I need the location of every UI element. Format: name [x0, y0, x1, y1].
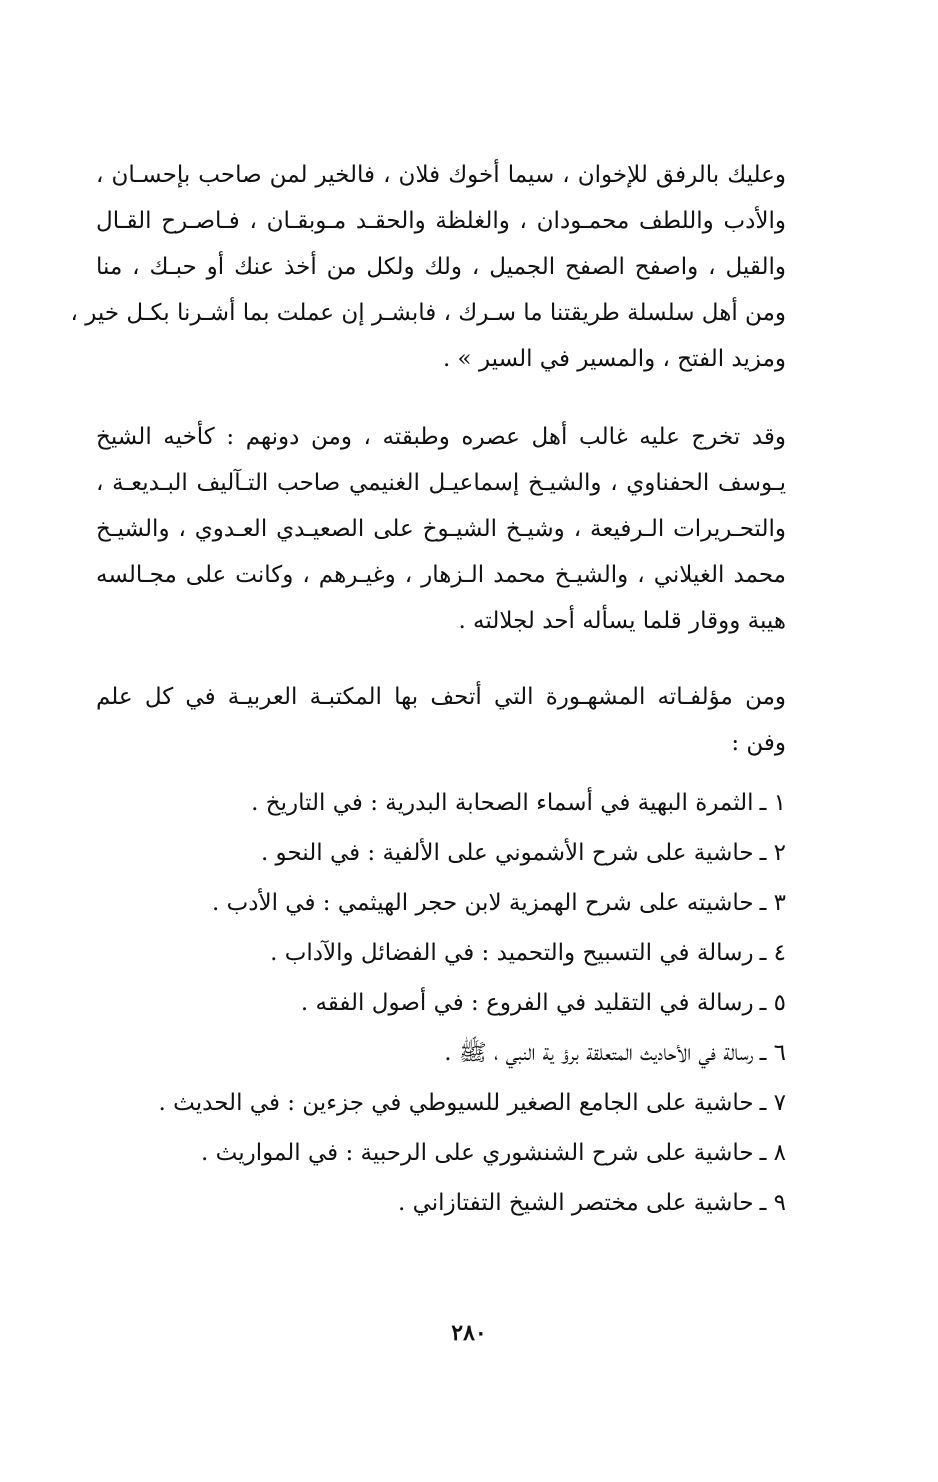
list-item-number: ٤ ـ	[759, 940, 786, 966]
page-number: ٢٨٠	[451, 1320, 487, 1346]
list-item-number: ٧ ـ	[759, 1090, 786, 1116]
list-item-text: حاشية على مختصر الشيخ التفتازاني .	[397, 1190, 754, 1216]
text-line: وفن :	[731, 730, 786, 756]
text-line: والأدب واللطف محمـودان ، والغلظة والحقـد مـوبقـان ، فـاصـرح القـال	[96, 208, 786, 234]
list-item-text: رسالة في الأحاديث المتعلقة برؤ ية النبي ، ﷺ .	[444, 1040, 754, 1066]
list-item-text: حاشيته على شرح الهمزية لابن حجر الهيثمي : في الأدب .	[211, 890, 754, 916]
text-line: محمد الغيلاني ، والشيـخ محمد الـزهار ، وغيـرهم ، وكانت على مجـالسه	[96, 562, 786, 588]
list-item	[136, 1078, 786, 1128]
list-item-number: ٦ ـ	[759, 1040, 786, 1066]
list-item	[136, 1028, 786, 1078]
paragraph-students	[96, 414, 786, 644]
list-item-number: ٩ ـ	[759, 1190, 786, 1216]
list-item-text: رسالة في التسبيح والتحميد : في الفضائل والآداب .	[270, 940, 754, 966]
list-item-number: ٢ ـ	[759, 840, 786, 866]
list-item-text: حاشية على الجامع الصغير للسيوطي في جزءين : في الحديث .	[158, 1090, 754, 1116]
list-item-number: ١ ـ	[759, 790, 786, 816]
paragraph-advice	[70, 152, 786, 382]
list-item-text: الثمرة البهية في أسماء الصحابة البدرية : في التاريخ .	[251, 790, 754, 816]
list-item	[136, 928, 786, 978]
text-line: وقد تخرج عليه غالب أهل عصره وطبقته ، ومن دونهم : كأخيه الشيخ	[96, 424, 786, 450]
text-line: والتحـريرات الـرفيعة ، وشيـخ الشيـوخ على الصعيـدي العـدوي ، والشيـخ	[96, 516, 786, 542]
list-item	[136, 778, 786, 828]
list-item	[136, 1178, 786, 1228]
text-line: يـوسف الحفناوي ، والشيـخ إسماعيـل الغنيمي صاحب التـآليف البـديعـة ،	[96, 470, 786, 496]
list-item-number: ٨ ـ	[759, 1140, 786, 1166]
text-line: هيبة ووقار قلما يسأله أحد لجلالته .	[458, 608, 786, 634]
paragraph-works-intro	[96, 674, 786, 766]
list-item	[136, 828, 786, 878]
text-line: ومزيد الفتح ، والمسير في السير » .	[442, 346, 786, 372]
text-line: ومن مؤلفـاته المشهـورة التي أتحف بها المكتبـة العربيـة في كل علم	[96, 684, 786, 710]
list-item	[136, 878, 786, 928]
list-item-number: ٥ ـ	[759, 990, 786, 1016]
list-item	[136, 978, 786, 1028]
list-item-text: حاشية على شرح الأشموني على الألفية : في النحو .	[260, 840, 754, 866]
works-list	[136, 778, 786, 1228]
text-line: والقيل ، واصفح الصفح الجميل ، ولك ولكل من أخذ عنك أو حبـك ، منا	[96, 254, 786, 280]
list-item-number: ٣ ـ	[759, 890, 786, 916]
text-line: ومن أهل سلسلة طريقتنا ما سـرك ، فابشـر إن عملت بما أشـرنا بكـل خير ،	[70, 300, 786, 326]
list-item-text: رسالة في التقليد في الفروع : في أصول الفقه .	[300, 990, 754, 1016]
list-item-text: حاشية على شرح الشنشوري على الرحبية : في المواريث .	[201, 1140, 754, 1166]
text-line: وعليك بالرفق للإخوان ، سيما أخوك فلان ، فالخير لمن صاحب بإحسـان ،	[96, 162, 786, 188]
list-item	[136, 1128, 786, 1178]
